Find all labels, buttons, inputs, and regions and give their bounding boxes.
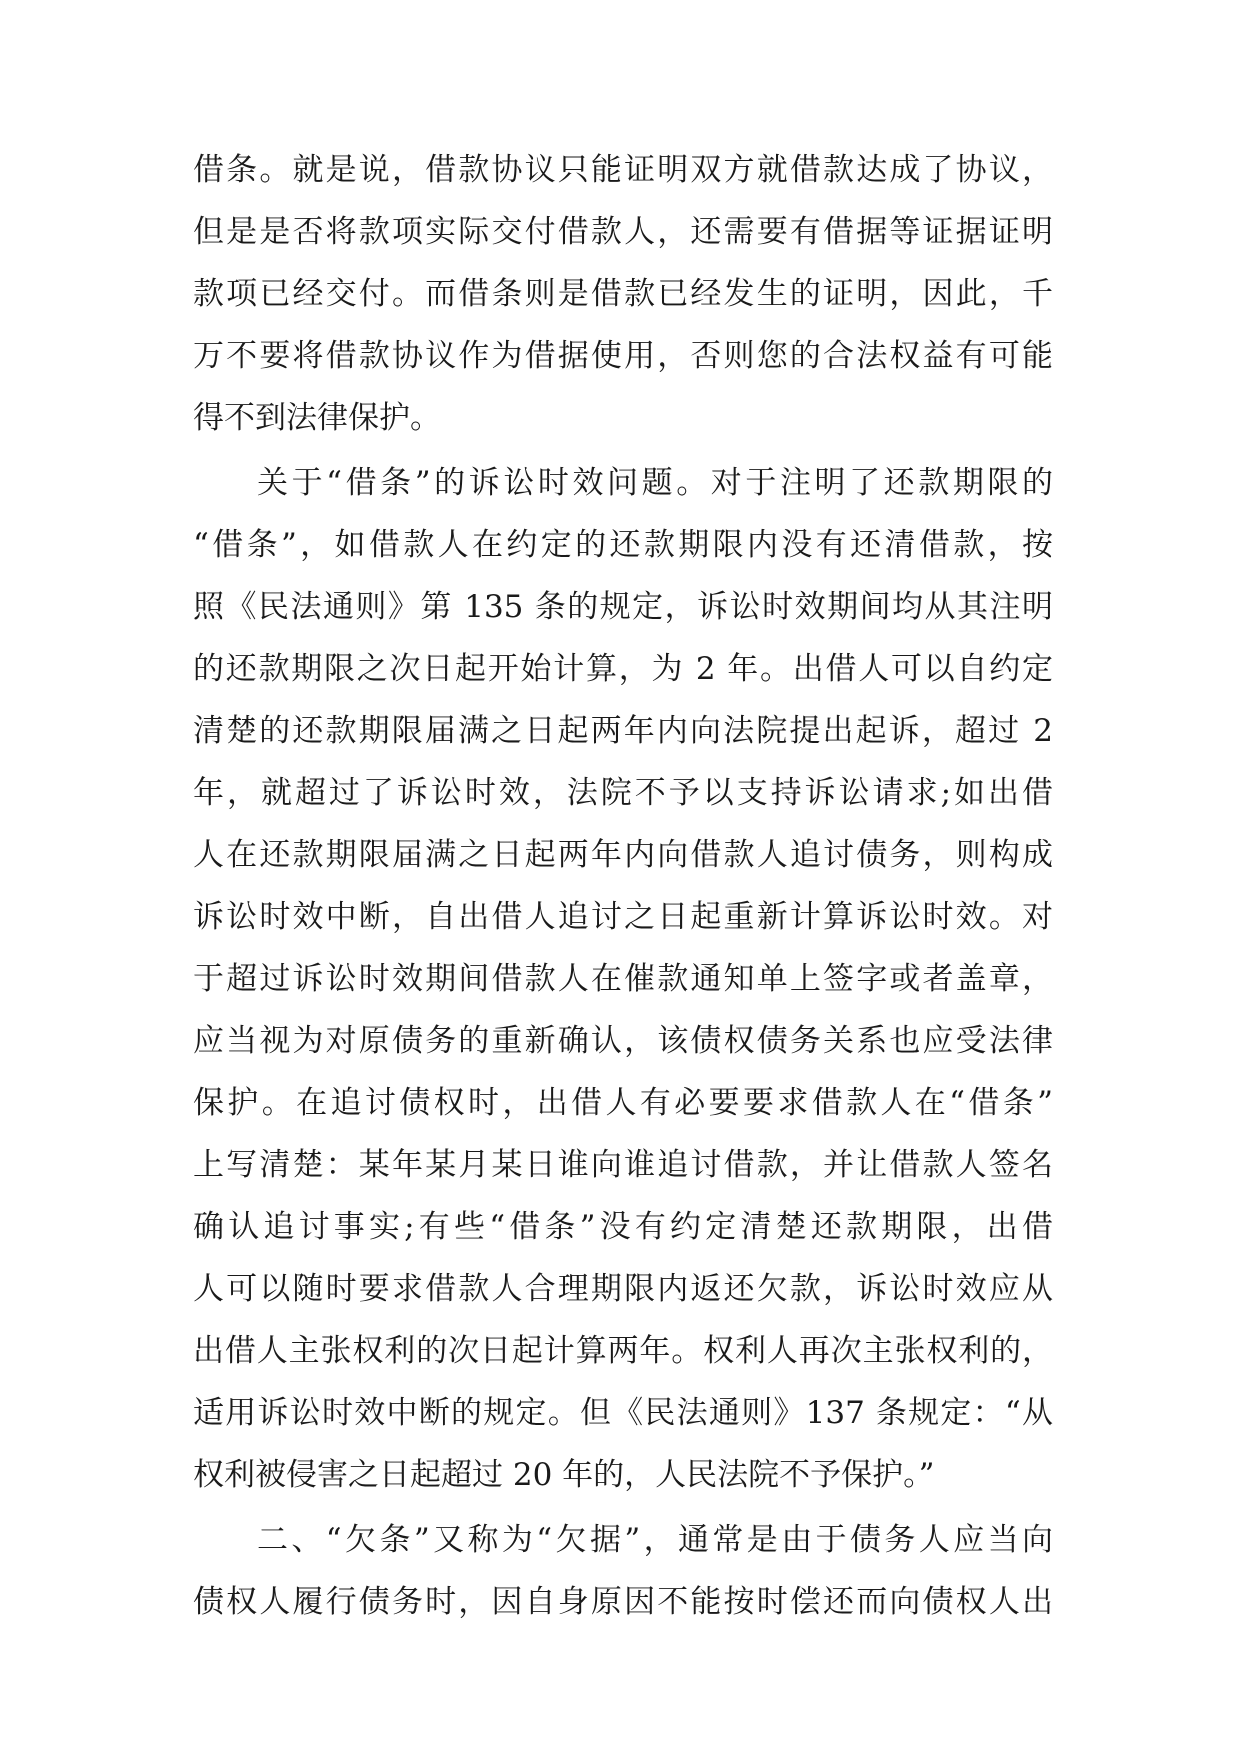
paragraph-2-line-4: 的还款期限之次日起开始计算，为 2 年。出借人可以自约定: [193, 651, 1053, 687]
paragraph-2-line-14: 人可以随时要求借款人合理期限内返还欠款，诉讼时效应从: [193, 1271, 1053, 1307]
paragraph-1-line-5: 得不到法律保护。: [193, 400, 441, 436]
paragraph-2-line-5: 清楚的还款期限届满之日起两年内向法院提出起诉，超过 2: [193, 713, 1053, 749]
paragraph-2-line-3: 照《民法通则》第 135 条的规定，诉讼时效期间均从其注明: [193, 589, 1053, 625]
paragraph-2-line-1: 关于“借条”的诉讼时效问题。对于注明了还款期限的: [257, 465, 1053, 501]
paragraph-1-line-1: 借条。就是说，借款协议只能证明双方就借款达成了协议，: [193, 152, 1053, 188]
paragraph-3-line-1: 二、“欠条”又称为“欠据”，通常是由于债务人应当向: [257, 1522, 1053, 1558]
paragraph-2-line-8: 诉讼时效中断，自出借人追讨之日起重新计算诉讼时效。对: [193, 899, 1053, 935]
paragraph-3-line-2: 债权人履行债务时，因自身原因不能按时偿还而向债权人出: [193, 1584, 1053, 1620]
paragraph-1-line-2: 但是是否将款项实际交付借款人，还需要有借据等证据证明: [193, 214, 1053, 250]
paragraph-2-line-11: 保护。在追讨债权时，出借人有必要要求借款人在“借条”: [193, 1085, 1053, 1121]
paragraph-1-line-3: 款项已经交付。而借条则是借款已经发生的证明，因此，千: [193, 276, 1053, 312]
paragraph-1-line-4: 万不要将借款协议作为借据使用，否则您的合法权益有可能: [193, 338, 1053, 374]
paragraph-2-line-12: 上写清楚：某年某月某日谁向谁追讨借款，并让借款人签名: [193, 1147, 1053, 1183]
paragraph-2-line-6: 年，就超过了诉讼时效，法院不予以支持诉讼请求;如出借: [193, 775, 1053, 811]
paragraph-2-line-9: 于超过诉讼时效期间借款人在催款通知单上签字或者盖章，: [193, 961, 1053, 997]
paragraph-2-line-17: 权利被侵害之日起超过 20 年的，人民法院不予保护。”: [193, 1457, 935, 1493]
paragraph-2-line-10: 应当视为对原债务的重新确认，该债权债务关系也应受法律: [193, 1023, 1053, 1059]
paragraph-2-line-15: 出借人主张权利的次日起计算两年。权利人再次主张权利的，: [193, 1333, 1053, 1369]
paragraph-2-line-2: “借条”，如借款人在约定的还款期限内没有还清借款，按: [193, 527, 1053, 563]
paragraph-2-line-13: 确认追讨事实;有些“借条”没有约定清楚还款期限，出借: [193, 1209, 1053, 1245]
paragraph-2-line-16: 适用诉讼时效中断的规定。但《民法通则》137 条规定：“从: [193, 1395, 1053, 1431]
paragraph-2-line-7: 人在还款期限届满之日起两年内向借款人追讨债务，则构成: [193, 837, 1053, 873]
